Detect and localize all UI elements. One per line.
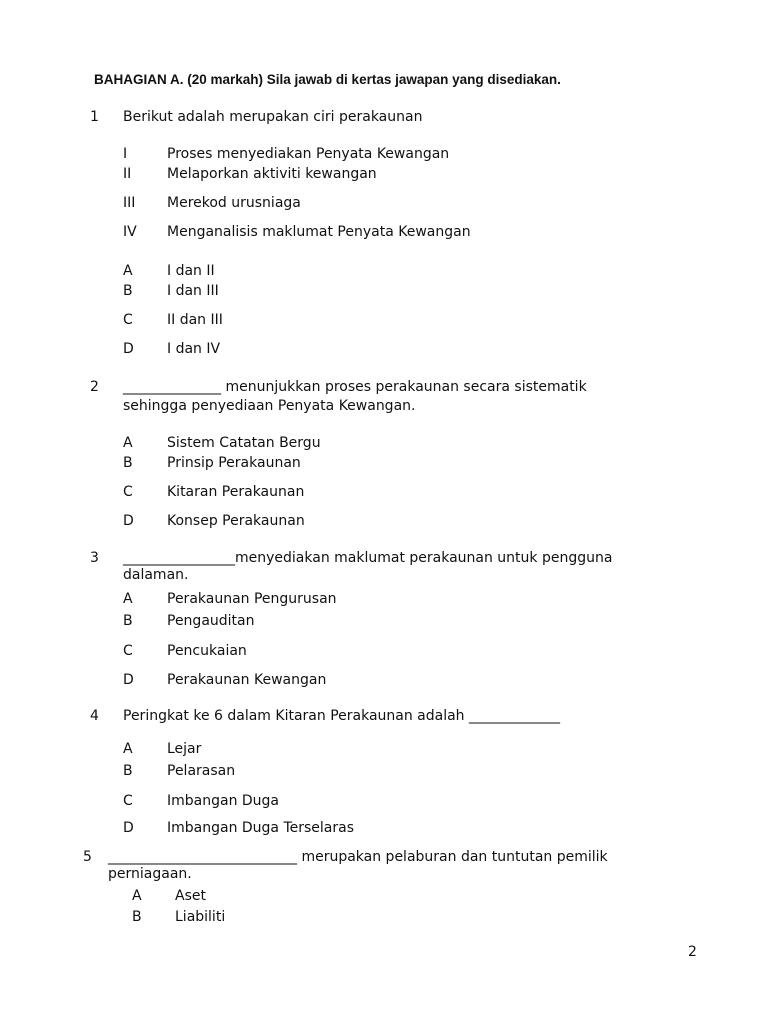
question-text-line1: ______________ menunjukkan proses perakaunan secara sistematik <box>123 379 587 395</box>
question-number: 3 <box>90 550 99 566</box>
option-label: B <box>123 613 133 629</box>
option-label: C <box>123 312 133 328</box>
option-text: I dan III <box>167 283 219 299</box>
option-text: Perakaunan Kewangan <box>167 672 327 688</box>
statement-label: I <box>123 146 128 162</box>
question-number: 2 <box>90 379 99 395</box>
option-label: C <box>123 643 133 659</box>
option-label: B <box>123 763 133 779</box>
option-text: I dan IV <box>167 341 221 357</box>
option-label: D <box>123 820 134 836</box>
option-text: Imbangan Duga <box>167 793 280 809</box>
option-label: D <box>123 513 134 529</box>
question-number: 1 <box>90 109 99 125</box>
option-label: C <box>123 484 133 500</box>
option-label: B <box>123 283 133 299</box>
option-label: A <box>123 435 133 451</box>
question-text-line1: ___________________________ merupakan pelaburan dan tuntutan pemilik <box>108 849 608 865</box>
option-label: A <box>132 888 142 904</box>
option-text: Prinsip Perakaunan <box>167 455 301 471</box>
option-text: Imbangan Duga Terselaras <box>167 820 355 836</box>
section-header: BAHAGIAN A. (20 markah) Sila jawab di kertas jawapan yang disediakan. <box>94 72 561 87</box>
question-number: 4 <box>90 708 99 724</box>
option-text: Pelarasan <box>167 763 236 779</box>
statement-text: Merekod urusniaga <box>167 195 301 211</box>
question-text-line1: ________________menyediakan maklumat perakaunan untuk pengguna <box>123 550 613 566</box>
option-text: Kitaran Perakaunan <box>167 484 305 500</box>
option-text: Liabiliti <box>175 909 226 925</box>
option-text: Pengauditan <box>167 613 255 629</box>
statement-text: Melaporkan aktiviti kewangan <box>167 166 377 182</box>
option-text: Perakaunan Pengurusan <box>167 591 337 607</box>
option-text: Lejar <box>167 741 202 757</box>
option-text: Pencukaian <box>167 643 247 659</box>
question-number: 5 <box>83 849 92 865</box>
statement-text: Proses menyediakan Penyata Kewangan <box>167 146 450 162</box>
question-text: Peringkat ke 6 dalam Kitaran Perakaunan adalah _____________ <box>123 708 561 724</box>
option-text: Sistem Catatan Bergu <box>167 435 321 451</box>
option-text: I dan II <box>167 263 215 279</box>
question-text-line2: sehingga penyediaan Penyata Kewangan. <box>123 398 416 414</box>
option-label: B <box>123 455 133 471</box>
statement-text: Menganalisis maklumat Penyata Kewangan <box>167 224 471 240</box>
option-label: A <box>123 741 133 757</box>
option-label: A <box>123 263 133 279</box>
statement-label: IV <box>123 224 137 240</box>
question-text: Berikut adalah merupakan ciri perakaunan <box>123 109 423 125</box>
option-label: C <box>123 793 133 809</box>
question-text-line2: dalaman. <box>123 567 189 583</box>
statement-label: III <box>123 195 136 211</box>
option-label: D <box>123 341 134 357</box>
statement-label: II <box>123 166 132 182</box>
option-text: II dan III <box>167 312 223 328</box>
page-number: 2 <box>688 944 697 960</box>
option-label: B <box>132 909 142 925</box>
option-label: D <box>123 672 134 688</box>
option-label: A <box>123 591 133 607</box>
option-text: Konsep Perakaunan <box>167 513 305 529</box>
question-text-line2: perniagaan. <box>108 866 192 882</box>
option-text: Aset <box>175 888 206 904</box>
